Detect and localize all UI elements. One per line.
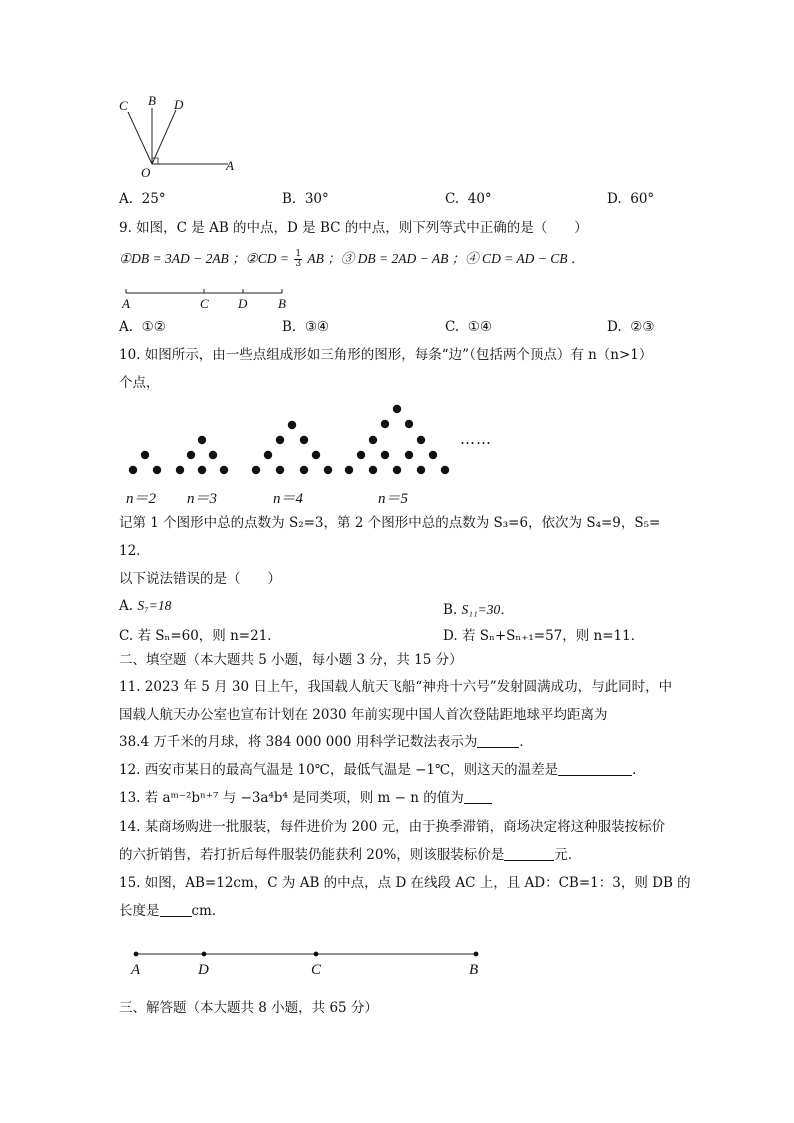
q10-stem-line1: 10. 如图所示，由一些点组成形如三角形的图形，每条“边”（包括两个顶点）有 n（n>1） [119, 347, 653, 363]
dots-ellipsis: …… [460, 430, 492, 448]
q14-line1: 14. 某商场购进一批服装，每件进价为 200 元，由于换季滞销，商场决定将这种服装按标价 [119, 819, 666, 835]
q8-option-d[interactable]: D. 60° [607, 191, 655, 207]
q8-option-b[interactable]: B. 30° [282, 191, 329, 207]
label-A: A [131, 962, 141, 978]
q9-stem: 9. 如图，C 是 AB 的中点，D 是 BC 的中点，则下列等式中正确的是（ ） [119, 220, 588, 236]
q9-option-c[interactable]: C. ①④ [445, 319, 492, 335]
q10-option-d[interactable]: D. 若 Sₙ+Sₙ₊₁=57，则 n=11． [443, 628, 645, 644]
q10-prompt: 以下说法错误的是（ ） [119, 571, 281, 587]
q12-line: 12. 西安市某日的最高气温是 10℃，最低气温是 −1℃，则这天的温差是 ． [119, 762, 646, 778]
q10-option-b[interactable]: B. S₁₁=30． [443, 602, 514, 618]
fraction-one-third: $\frac{1}{3}$ [295, 249, 302, 269]
label-B: B [148, 93, 156, 108]
label-D: D [174, 97, 184, 112]
label-B: B [469, 962, 479, 978]
caption-n5: n＝5 [378, 491, 409, 507]
q10-option-a[interactable]: A. S₇=18 [119, 598, 172, 614]
angle-figure [112, 92, 247, 182]
label-A: A [226, 158, 234, 173]
segment-figure-q15 [122, 944, 492, 980]
label-O: O [141, 165, 151, 180]
label-D: D [198, 962, 209, 978]
answer-blank-11[interactable] [477, 733, 519, 748]
answer-blank-13[interactable] [464, 789, 492, 804]
q14-line2: 的六折销售，若打折后每件服装仍能获利 20%，则该服装标价是 元． [119, 847, 582, 863]
answer-blank-12[interactable] [558, 761, 632, 776]
q13-line: 13. 若 aᵐ⁻²bⁿ⁺⁷ 与 −3a⁴b⁴ 是同类项，则 m − n 的值为 [119, 789, 492, 807]
q8-option-a[interactable]: A. 25° [119, 191, 166, 207]
q10-paragraph-line1: 记第 1 个图形中总的点数为 S₂=3，第 2 个图形中总的点数为 S₃=6，依次为 S₄=9，S₅= [119, 515, 661, 531]
caption-n4: n＝4 [273, 491, 304, 507]
q11-line3: 38.4 万千米的月球，将 384 000 000 用科学记数法表示为 ． [119, 734, 533, 750]
q8-option-c[interactable]: C. 40° [445, 191, 492, 207]
label-C: C [311, 962, 322, 978]
q11-line1: 11. 2023 年 5 月 30 日上午，我国载人航天飞船“神舟十六号”发射圆满成功，与此同时，中 [119, 679, 673, 695]
q11-line2: 国载人航天办公室也宣布计划在 2030 年前实现中国人首次登陆距地球平均距离为 [119, 707, 608, 723]
q10-paragraph-line2: 12． [119, 543, 150, 559]
q9-option-a[interactable]: A. ①② [119, 319, 166, 335]
label-C: C [119, 98, 128, 113]
segment-figure-q9 [118, 284, 298, 312]
caption-n2: n＝2 [126, 491, 157, 507]
label-C: C [200, 296, 209, 311]
q9-option-d[interactable]: D. ②③ [607, 319, 655, 335]
answer-blank-14[interactable] [504, 846, 554, 861]
section-3-title: 三、解答题（本大题共 8 小题，共 65 分） [119, 1000, 378, 1016]
q15-line2: 长度是 cm． [119, 903, 226, 919]
q10-stem-line2: 个点， [119, 375, 160, 391]
section-2-title: 二、填空题（本大题共 5 小题，每小题 3 分，共 15 分） [119, 652, 463, 668]
q10-option-c[interactable]: C. 若 Sₙ=60，则 n=21． [119, 628, 281, 644]
q9-option-b[interactable]: B. ③④ [282, 319, 330, 335]
label-A: A [122, 296, 130, 311]
answer-blank-15[interactable] [160, 902, 192, 917]
label-D: D [238, 296, 248, 311]
q15-line1: 15. 如图，AB=12cm，C 为 AB 的中点，点 D 在线段 AC 上，且 AD：CB=1：3，则 DB 的 [119, 875, 691, 891]
q9-equations: ①DB = 3AD − 2AB ；②CD = $\frac{1}{3}$ AB ；③ DB = 2AD − AB ；④ CD = AD − CB ． [119, 249, 585, 269]
label-B: B [278, 296, 286, 311]
caption-n3: n＝3 [187, 491, 218, 507]
